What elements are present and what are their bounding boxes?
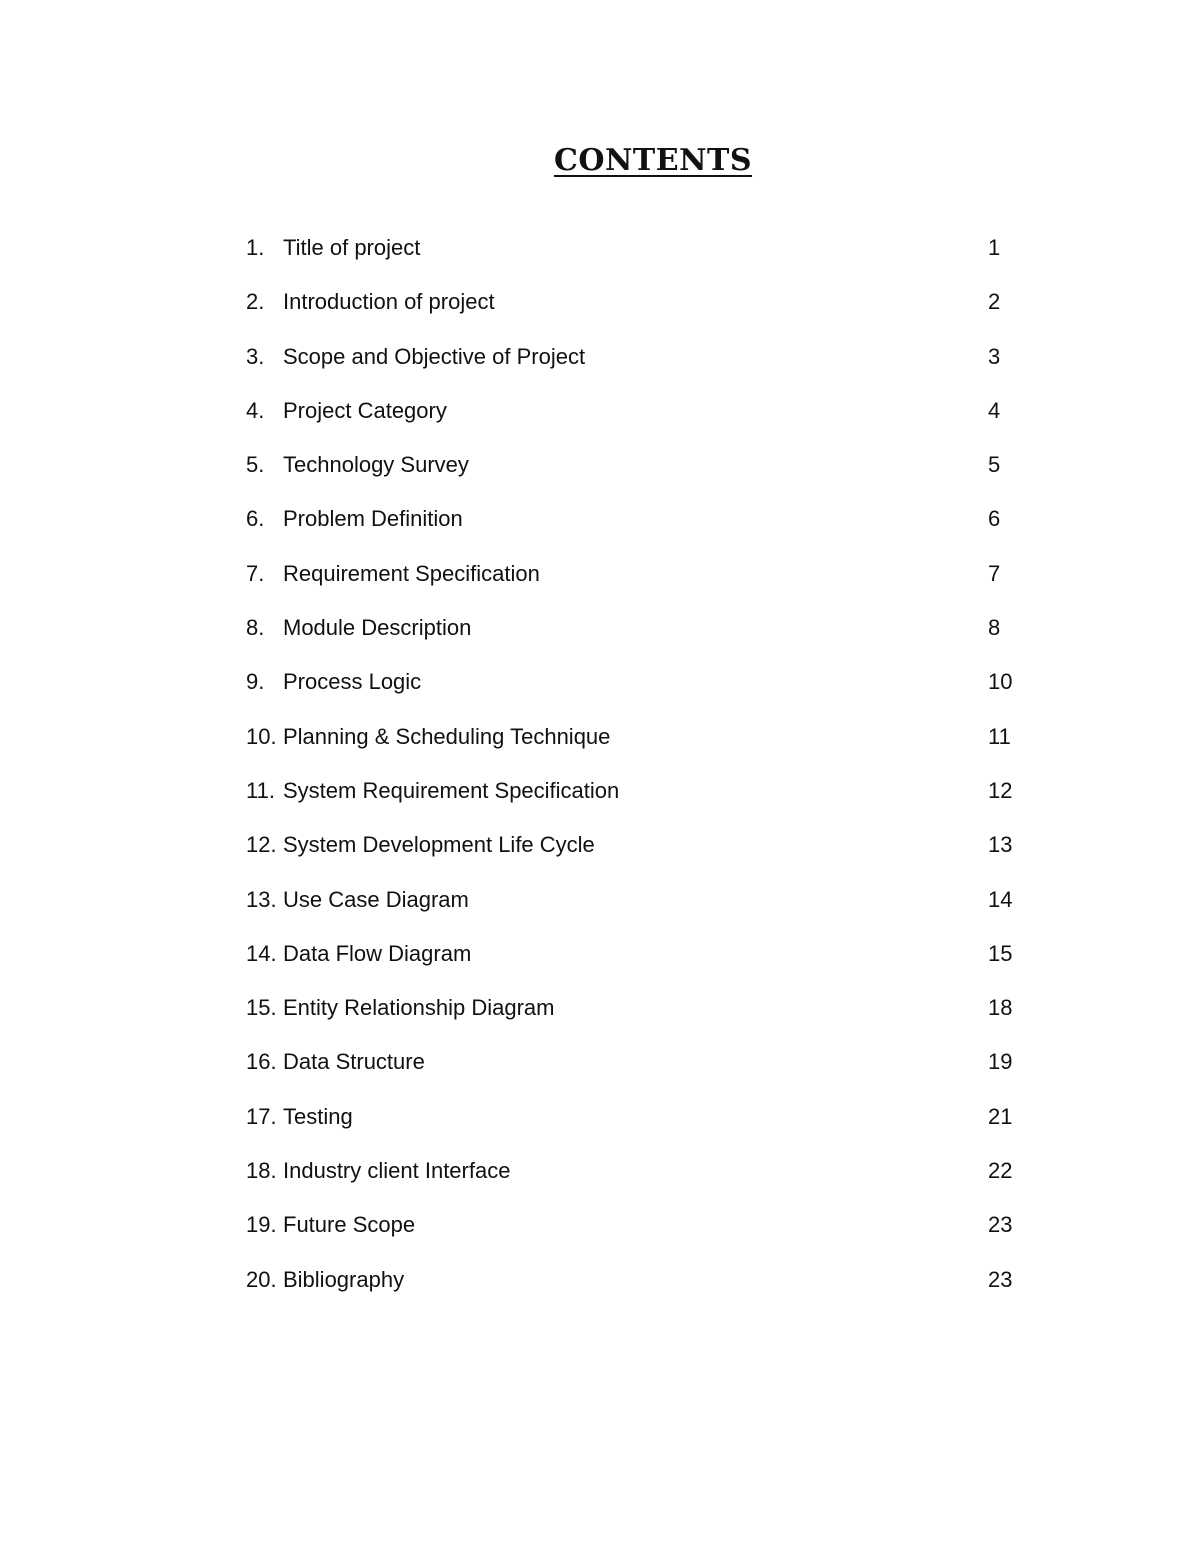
toc-item-number: 2.: [246, 289, 265, 315]
toc-item-label: Requirement Specification: [283, 560, 540, 586]
toc-item-page: 12: [988, 777, 1013, 803]
toc-item-number: 13.: [246, 886, 277, 912]
toc-item-number: 14.: [246, 940, 277, 966]
toc-item-page: 10: [988, 669, 1013, 695]
toc-item-page: 6: [988, 506, 1001, 532]
toc-item-page: 15: [988, 940, 1013, 966]
toc-item-page: 23: [988, 1212, 1013, 1238]
toc-item-page: 5: [988, 452, 1001, 478]
toc-item-number: 5.: [246, 452, 265, 478]
toc-item-number: 3.: [246, 343, 265, 369]
toc-item-number: 10.: [246, 723, 277, 749]
toc-item-label: Module Description: [283, 615, 472, 641]
toc-item-18: [246, 1153, 1026, 1207]
toc-item-2: [246, 284, 1026, 338]
toc-item-19: [246, 1207, 1026, 1261]
toc-item-label: Testing: [283, 1103, 353, 1129]
toc-item-page: 23: [988, 1266, 1013, 1292]
toc-item-label: Introduction of project: [283, 289, 495, 315]
toc-item-3: [246, 339, 1026, 393]
toc-item-17: [246, 1099, 1026, 1153]
toc-item-number: 16.: [246, 1049, 277, 1075]
table-of-contents: [246, 230, 1026, 1316]
toc-item-page: 18: [988, 995, 1013, 1021]
toc-item-label: Use Case Diagram: [283, 886, 469, 912]
toc-item-9: [246, 664, 1026, 718]
toc-item-label: Bibliography: [283, 1266, 405, 1292]
toc-item-page: 11: [988, 723, 1011, 749]
toc-item-label: System Development Life Cycle: [283, 832, 595, 858]
toc-item-6: [246, 501, 1026, 555]
toc-item-15: [246, 990, 1026, 1044]
toc-item-label: Title of project: [283, 235, 421, 260]
toc-item-label: Data Flow Diagram: [283, 940, 472, 966]
toc-item-page: 21: [988, 1103, 1013, 1129]
toc-item-label: Entity Relationship Diagram: [283, 995, 555, 1021]
toc-item-page: 13: [988, 832, 1013, 858]
toc-item-label: Scope and Objective of Project: [283, 343, 586, 369]
toc-item-12: [246, 827, 1026, 881]
toc-item-number: 19.: [246, 1212, 277, 1238]
toc-item-label: System Requirement Specification: [283, 777, 620, 803]
toc-item-number: 7.: [246, 560, 265, 586]
toc-item-1: [246, 230, 1026, 284]
toc-item-page: 7: [988, 560, 1001, 586]
toc-item-page: 22: [988, 1158, 1013, 1184]
toc-item-number: 1.: [246, 235, 265, 260]
toc-item-5: [246, 447, 1026, 501]
toc-item-label: Industry client Interface: [283, 1158, 511, 1184]
toc-item-number: 17.: [246, 1103, 277, 1129]
toc-item-page: 3: [988, 343, 1001, 369]
toc-item-13: [246, 882, 1026, 936]
toc-item-number: 4.: [246, 397, 265, 423]
toc-item-7: [246, 556, 1026, 610]
toc-item-label: Problem Definition: [283, 506, 463, 532]
toc-item-4: [246, 393, 1026, 447]
toc-item-label: Project Category: [283, 397, 447, 423]
toc-item-page: 19: [988, 1049, 1013, 1075]
toc-item-number: 18.: [246, 1158, 277, 1184]
toc-item-number: 12.: [246, 832, 277, 858]
toc-item-page: 8: [988, 615, 1001, 641]
toc-item-label: Process Logic: [283, 669, 422, 695]
toc-item-page: 14: [988, 886, 1013, 912]
toc-item-label: Technology Survey: [283, 452, 469, 478]
toc-item-number: 6.: [246, 506, 265, 532]
toc-item-number: 15.: [246, 995, 277, 1021]
toc-item-label: Planning & Scheduling Technique: [283, 723, 611, 749]
toc-item-label: Data Structure: [283, 1049, 425, 1075]
toc-item-number: 11.: [246, 777, 275, 803]
toc-item-number: 9.: [246, 669, 265, 695]
toc-item-number: 8.: [246, 615, 265, 641]
page-title: CONTENTS: [553, 143, 753, 178]
toc-item-page: 1: [988, 235, 1001, 260]
toc-item-20: [246, 1262, 1026, 1316]
toc-item-14: [246, 936, 1026, 990]
toc-item-page: 2: [988, 289, 1001, 315]
toc-item-11: [246, 773, 1026, 827]
toc-item-16: [246, 1044, 1026, 1098]
toc-item-8: [246, 610, 1026, 664]
toc-item-label: Future Scope: [283, 1212, 416, 1238]
toc-item-page: 4: [988, 397, 1001, 423]
toc-item-10: [246, 719, 1026, 773]
toc-item-number: 20.: [246, 1266, 277, 1292]
